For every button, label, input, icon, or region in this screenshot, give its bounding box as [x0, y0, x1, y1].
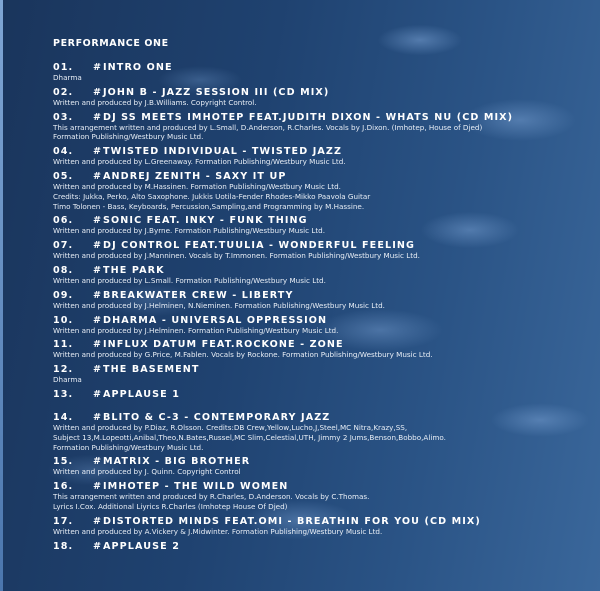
track-title: BREAKWATER CREW - LIBERTY [103, 289, 294, 301]
track-header [53, 171, 593, 182]
track-credit-line: Formation Publishing/Westbury Music Ltd. [53, 132, 204, 142]
track-credit-line: Formation Publishing/Westbury Music Ltd. [53, 442, 204, 452]
track-hash-mark: # [93, 411, 103, 423]
track-header [53, 240, 593, 251]
track-credit-line: Timo Tolonen - Bass, Keyboards, Percussion,Sampling,and Programming by M.Hassine. [53, 201, 365, 211]
track-hash-mark: # [93, 540, 103, 552]
track-credit-line: Written and produced by A.Vickery & J.Midwinter. Formation Publishing/Westbury Music Ltd. [53, 526, 383, 536]
track-title: DHARMA - UNIVERSAL OPPRESSION [103, 314, 328, 326]
track-header [53, 481, 593, 492]
track-number: 10. [53, 314, 74, 326]
track-credit-line: This arrangement written and produced by R.Charles, D.Anderson. Vocals by C.Thomas. [53, 492, 370, 502]
track-item [53, 112, 593, 143]
track-credit-line: Dharma [53, 73, 82, 82]
left-edge-stripe [0, 0, 3, 591]
track-number: 04. [53, 146, 74, 158]
track-header [53, 265, 593, 276]
track-header [53, 541, 593, 552]
track-number: 11. [53, 339, 74, 351]
track-title: APPLAUSE 2 [103, 540, 180, 552]
track-number: 08. [53, 264, 74, 276]
track-header [53, 456, 593, 467]
track-credit-line: Written and produced by J.B.Williams. Copyright Control. [53, 97, 257, 107]
track-title: INTRO ONE [103, 62, 173, 73]
track-credit-line: Written and produced by G.Price, M.Fablen. Vocals by Rockone. Formation Publishing/Westbury Music Ltd. [53, 350, 433, 360]
track-header [53, 87, 593, 98]
track-spacer [53, 400, 593, 412]
track-list [53, 62, 593, 556]
track-credit-line: Credits: Jukka, Perko, Alto Saxophone. Jukkis Uotila-Fender Rhodes-Mikko Paavola Guitar [53, 191, 371, 201]
track-credit-line: Written and produced by J.Manninen. Vocals by T.Immonen. Formation Publishing/Westbury Music Ltd. [53, 251, 420, 261]
track-title: BLITO & C-3 - CONTEMPORARY JAZZ [103, 411, 331, 423]
track-hash-mark: # [93, 515, 103, 527]
track-spacer [53, 552, 593, 556]
track-number: 02. [53, 86, 74, 98]
track-credit-line: Written and produced by J.Helminen, N.Nieminen. Formation Publishing/Westbury Music Ltd. [53, 300, 385, 310]
track-item [53, 171, 593, 211]
track-title: MATRIX - BIG BROTHER [103, 456, 251, 468]
track-header [53, 389, 593, 400]
track-item [53, 215, 593, 236]
track-hash-mark: # [93, 314, 103, 326]
track-number: 09. [53, 289, 74, 301]
track-credit-line: Written and produced by L.Small. Formation Publishing/Westbury Music Ltd. [53, 275, 326, 285]
track-number: 14. [53, 411, 74, 423]
track-item [53, 541, 593, 552]
track-credit-line: Subject 13,M.Lopeotti,Anibal,Theo,N.Bates,Russel,MC Slim,Celestial,UTH, Jimmy 2 Jums,Benson,Bobbo,Alimo. [53, 432, 446, 442]
track-credit-line: Lyrics I.Cox. Additional Liyrics R.Charles (Imhotep House Of Djed) [53, 501, 288, 511]
track-hash-mark: # [93, 240, 103, 252]
track-header [53, 290, 593, 301]
track-hash-mark: # [93, 388, 103, 400]
track-header [53, 339, 593, 350]
track-hash-mark: # [93, 481, 103, 493]
track-title: IMHOTEP - THE WILD WOMEN [103, 481, 289, 493]
track-credit-line: Written and produced by J.Byrne. Formation Publishing/Westbury Music Ltd. [53, 226, 326, 236]
track-number: 07. [53, 240, 74, 252]
track-item [53, 240, 593, 261]
track-credit-line: Written and produced by J. Quinn. Copyright Control [53, 467, 241, 477]
track-item [53, 412, 593, 452]
track-hash-mark: # [93, 339, 103, 351]
track-hash-mark: # [93, 264, 103, 276]
track-title: TWISTED INDIVIDUAL - TWISTED JAZZ [103, 146, 343, 158]
track-item [53, 389, 593, 400]
track-hash-mark: # [93, 111, 103, 123]
track-number: 15. [53, 456, 74, 468]
track-header [53, 315, 593, 326]
track-header [53, 62, 593, 73]
track-number: 13. [53, 388, 74, 400]
track-item [53, 456, 593, 477]
track-number: 01. [53, 62, 74, 73]
track-item [53, 87, 593, 108]
track-credit-line: Dharma [53, 375, 82, 385]
track-credit-line: Written and produced by J.Helminen. Formation Publishing/Westbury Music Ltd. [53, 325, 339, 335]
track-credit-line: Written and produced by P.Diaz, R.Olsson. Credits:DB Crew,Yellow,Lucho,J,Steel,MC Nitra,Krazy,SS, [53, 422, 408, 432]
section-heading: PERFORMANCE ONE [53, 38, 169, 49]
track-hash-mark: # [93, 364, 103, 376]
track-number: 17. [53, 515, 74, 527]
track-number: 03. [53, 111, 74, 123]
track-hash-mark: # [93, 215, 103, 227]
track-item [53, 62, 593, 83]
track-item [53, 481, 593, 512]
track-credit-line: Written and produced by L.Greenaway. Formation Publishing/Westbury Music Ltd. [53, 157, 346, 167]
track-header [53, 364, 593, 375]
track-header [53, 215, 593, 226]
track-item [53, 146, 593, 167]
track-credit-line: This arrangement written and produced by L.Small, D.Anderson, R.Charles. Vocals by J.Dixon. (Imhotep, House of Djed) [53, 122, 483, 132]
track-header [53, 412, 593, 423]
track-header [53, 112, 593, 123]
track-title: JOHN B - JAZZ SESSION III (CD MIX) [103, 86, 330, 98]
track-hash-mark: # [93, 456, 103, 468]
track-title: THE BASEMENT [103, 364, 200, 376]
track-title: INFLUX DATUM FEAT.ROCKONE - ZONE [103, 339, 344, 351]
track-number: 16. [53, 481, 74, 493]
track-item [53, 516, 593, 537]
track-hash-mark: # [93, 86, 103, 98]
track-title: DJ CONTROL FEAT.TUULIA - WONDERFUL FEELING [103, 240, 415, 252]
track-hash-mark: # [93, 170, 103, 182]
track-hash-mark: # [93, 62, 103, 73]
track-title: ANDREJ ZENITH - SAXY IT UP [103, 170, 287, 182]
track-header [53, 146, 593, 157]
track-title: DISTORTED MINDS FEAT.OMI - BREATHIN FOR YOU (CD MIX) [103, 515, 481, 527]
track-title: THE PARK [103, 264, 165, 276]
track-item [53, 364, 593, 385]
track-item [53, 290, 593, 311]
track-item [53, 339, 593, 360]
track-hash-mark: # [93, 146, 103, 158]
track-item [53, 315, 593, 336]
track-number: 06. [53, 215, 74, 227]
track-number: 18. [53, 540, 74, 552]
track-hash-mark: # [93, 289, 103, 301]
track-title: APPLAUSE 1 [103, 388, 180, 400]
track-number: 12. [53, 364, 74, 376]
track-item [53, 265, 593, 286]
track-title: DJ SS MEETS IMHOTEP FEAT.JUDITH DIXON - WHATS NU (CD MIX) [103, 111, 514, 123]
track-title: SONIC FEAT. INKY - FUNK THING [103, 215, 308, 227]
track-header [53, 516, 593, 527]
track-credit-line: Written and produced by M.Hassinen. Formation Publishing/Westbury Music Ltd. [53, 181, 341, 191]
track-number: 05. [53, 170, 74, 182]
